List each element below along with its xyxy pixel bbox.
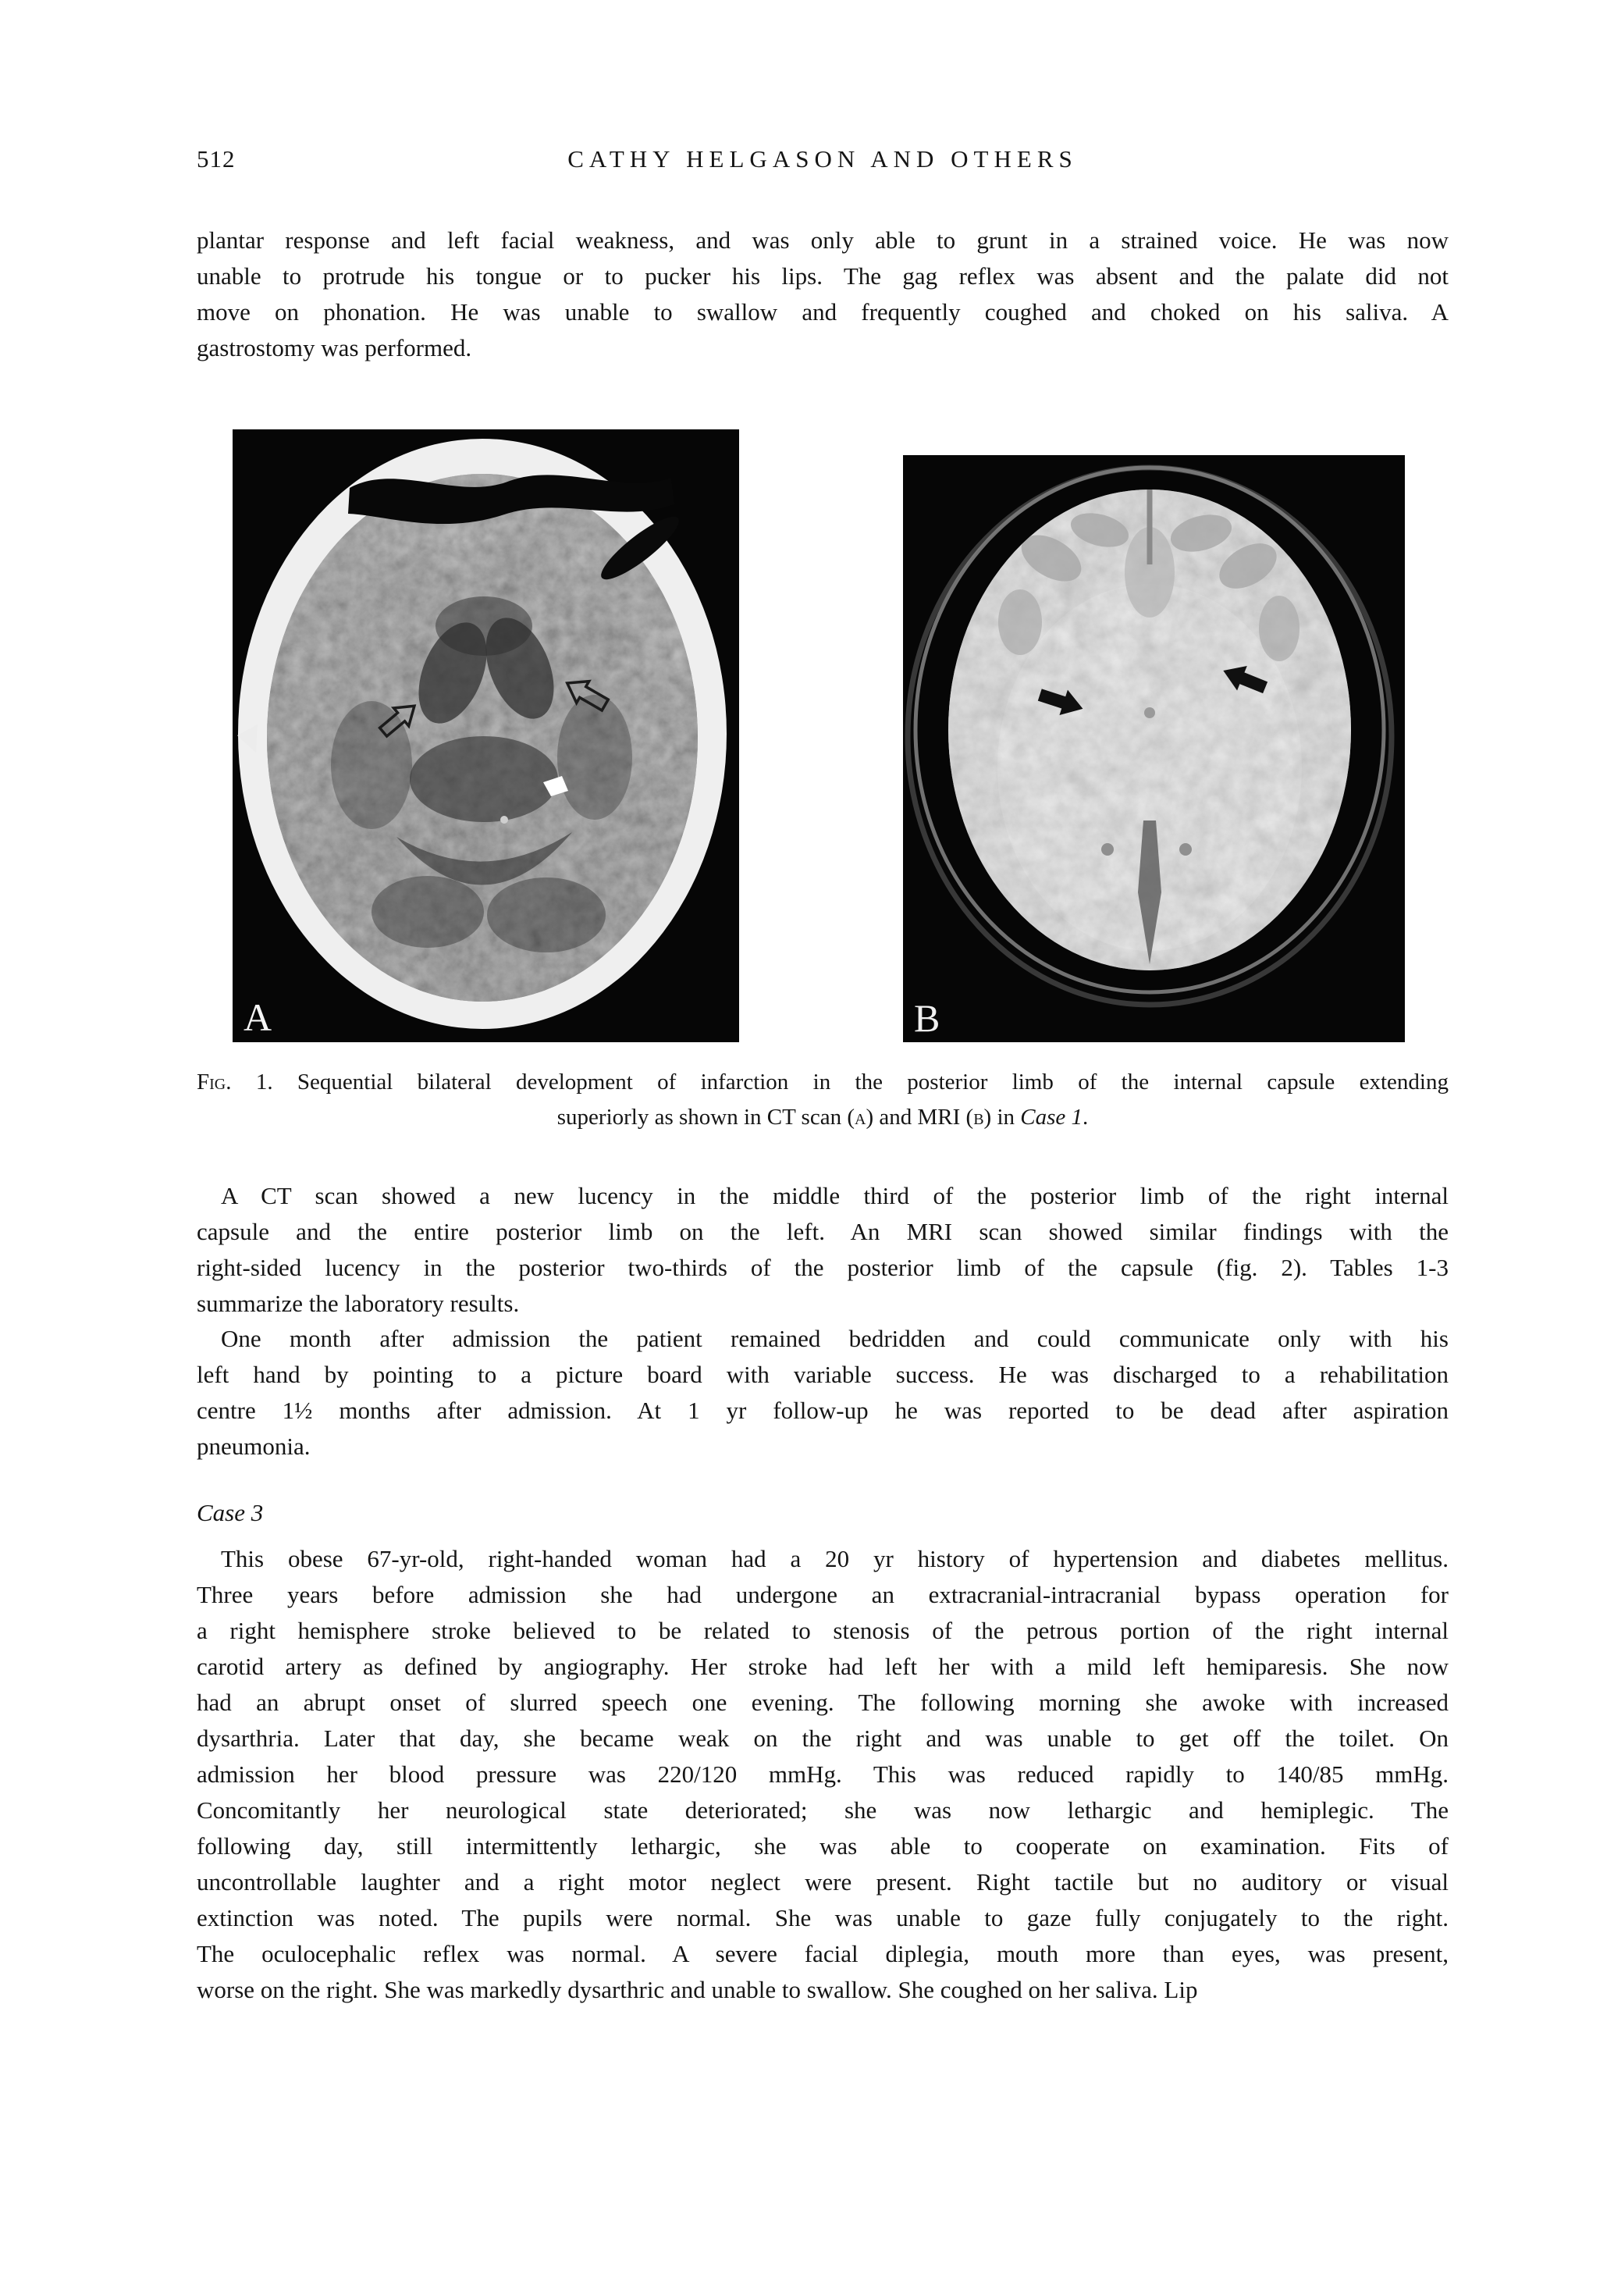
caption-panel-a-ref: a bbox=[855, 1105, 866, 1130]
page-number: 512 bbox=[197, 145, 236, 173]
text-line: summarize the laboratory results. bbox=[197, 1290, 520, 1317]
running-title: CATHY HELGASON AND OTHERS bbox=[567, 145, 1078, 173]
gyrus-shadow bbox=[998, 589, 1042, 655]
mri-scan-image bbox=[903, 455, 1405, 1042]
text-line: had an abrupt onset of slurred speech one evening. The following morning she awoke with increased bbox=[197, 1689, 1449, 1716]
figure-caption-fig-label: Fig. bbox=[197, 1070, 232, 1095]
figure-caption-line-2 bbox=[197, 1100, 1449, 1135]
text-line: gastrostomy was performed. bbox=[197, 334, 472, 361]
ct-scan-panel-a bbox=[233, 429, 739, 1042]
paragraph-followup bbox=[197, 1321, 1449, 1465]
text-line: The oculocephalic reflex was normal. A severe facial diplegia, mouth more than eyes, was present, bbox=[197, 1940, 1449, 1967]
text-line: carotid artery as defined by angiography. Her stroke had left her with a mild left hemiparesis. She now bbox=[197, 1653, 1449, 1680]
midbrain-shadow bbox=[410, 736, 558, 822]
text-line: move on phonation. He was unable to swallow and frequently coughed and choked on his saliva. A bbox=[197, 298, 1449, 326]
occipital-shadow-right bbox=[487, 877, 606, 952]
text-line: admission her blood pressure was 220/120 mmHg. This was reduced rapidly to 140/85 mmHg. bbox=[197, 1760, 1449, 1788]
panel-label-b: B bbox=[914, 996, 940, 1040]
text-line: left hand by pointing to a picture board with variable success. He was discharged to a rehabilitation bbox=[197, 1361, 1449, 1388]
text-line: A CT scan showed a new lucency in the middle third of the posterior limb of the right internal bbox=[221, 1182, 1449, 1209]
caption-text: ) and MRI ( bbox=[866, 1105, 974, 1130]
text-line: following day, still intermittently lethargic, she was able to cooperate on examination. Fits of bbox=[197, 1832, 1449, 1860]
caption-case-ref: Case 1 bbox=[1020, 1105, 1083, 1130]
caption-panel-b-ref: b bbox=[973, 1105, 984, 1130]
figure-caption bbox=[197, 1065, 1449, 1135]
text-line: This obese 67-yr-old, right-handed woman had a 20 yr history of hypertension and diabetes mellitus. bbox=[221, 1545, 1449, 1572]
gyrus-shadow bbox=[1259, 596, 1299, 661]
text-line: a right hemisphere stroke believed to be related to stenosis of the petrous portion of the right internal bbox=[197, 1617, 1449, 1644]
ventricle-horn-right bbox=[1179, 843, 1192, 856]
panel-label-a: A bbox=[244, 995, 272, 1039]
paragraph-ct-findings bbox=[197, 1178, 1449, 1322]
text-line: capsule and the entire posterior limb on the left. An MRI scan showed similar findings with the bbox=[197, 1218, 1449, 1245]
figure-caption-text: 1. Sequential bilateral development of infarction in the posterior limb of the internal capsule extending bbox=[231, 1070, 1449, 1095]
text-line: extinction was noted. The pupils were normal. She was unable to gaze fully conjugately to the right. bbox=[197, 1904, 1449, 1931]
caption-text: . bbox=[1083, 1105, 1089, 1130]
text-line: right-sided lucency in the posterior two-thirds of the posterior limb of the capsule (fig. 2). Tables 1-3 bbox=[197, 1254, 1449, 1281]
ventricle-horn-left bbox=[1101, 843, 1114, 856]
sylvian-shadow-left bbox=[331, 701, 412, 829]
sylvian-shadow-right bbox=[557, 695, 632, 820]
text-line: One month after admission the patient remained bedridden and could communicate only with his bbox=[221, 1325, 1449, 1352]
third-ventricle bbox=[1144, 707, 1155, 718]
ct-scan-image bbox=[233, 429, 739, 1042]
mri-scan-panel-b bbox=[903, 455, 1405, 1042]
text-line: uncontrollable laughter and a right motor neglect were present. Right tactile but no auditory or visual bbox=[197, 1868, 1449, 1896]
figure-caption-line-1 bbox=[197, 1065, 1449, 1100]
pineal-bright-dot bbox=[500, 816, 508, 824]
text-line: Three years before admission she had undergone an extracranial-intracranial bypass operation for bbox=[197, 1581, 1449, 1608]
occipital-shadow-left bbox=[372, 876, 484, 948]
text-line: centre 1½ months after admission. At 1 yr follow-up he was reported to be dead after aspiration bbox=[197, 1397, 1449, 1424]
text-line: dysarthria. Later that day, she became weak on the right and was unable to get off the toilet. On bbox=[197, 1725, 1449, 1752]
text-line: pneumonia. bbox=[197, 1433, 311, 1460]
text-line: worse on the right. She was markedly dysarthric and unable to swallow. She coughed on her saliva. Lip bbox=[197, 1976, 1198, 2003]
caption-text: superiorly as shown in CT scan ( bbox=[556, 1105, 855, 1130]
caption-text: ) in bbox=[983, 1105, 1021, 1130]
case-3-heading: Case 3 bbox=[197, 1499, 264, 1526]
text-line: unable to protrude his tongue or to pucker his lips. The gag reflex was absent and the palate did not bbox=[197, 262, 1449, 290]
text-line: plantar response and left facial weakness, and was only able to grunt in a strained voice. He was now bbox=[197, 226, 1449, 254]
paragraph-case3 bbox=[197, 1541, 1449, 2008]
text-line: Concomitantly her neurological state deteriorated; she was now lethargic and hemiplegic. The bbox=[197, 1796, 1449, 1824]
paragraph-case2-continuation bbox=[197, 222, 1449, 366]
